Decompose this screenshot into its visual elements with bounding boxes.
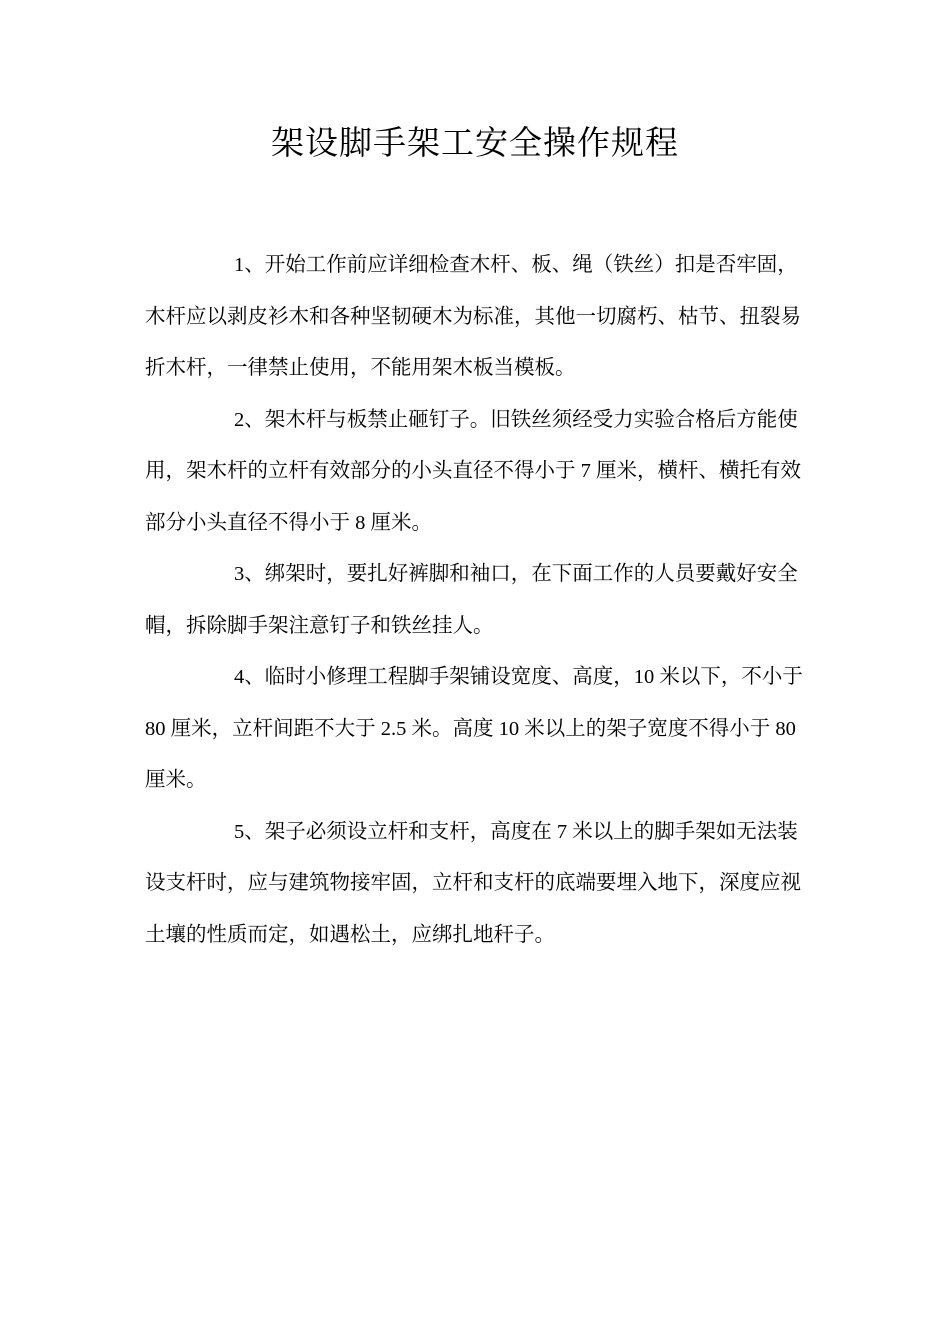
paragraph-5: 5、架子必须设立杆和支杆，高度在 7 米以上的脚手架如无法装设支杆时，应与建筑物接牢固，立杆和支杆的底端要埋入地下，深度应视土壤的性质而定，如遇松土，应绑扎地秆子。 — [145, 820, 801, 946]
paragraph-4: 4、临时小修理工程脚手架铺设宽度、高度，10 米以下，不小于 80 厘米，立杆间距不大于 2.5 米。高度 10 米以上的架子宽度不得小于 80 厘米。 — [145, 666, 803, 791]
document-body — [145, 240, 807, 961]
paragraph-2: 2、架木杆与板禁止砸钉子。旧铁丝须经受力实验合格后方能使用，架木杆的立杆有效部分的小头直径不得小于 7 厘米，横杆、横托有效部分小头直径不得小于 8 厘米。 — [145, 408, 801, 534]
document-title: 架设脚手架工安全操作规程 — [271, 126, 679, 162]
paragraph-1: 1、开始工作前应详细检查木杆、板、绳（铁丝）扣是否牢固，木杆应以剥皮衫木和各种坚韧硬木为标准，其他一切腐朽、枯节、扭裂易折木杆，一律禁止使用，不能用架木板当模板。 — [145, 254, 801, 379]
paragraph-3: 3、绑架时，要扎好裤脚和袖口，在下面工作的人员要戴好安全帽，拆除脚手架注意钉子和铁丝挂人。 — [145, 563, 798, 637]
